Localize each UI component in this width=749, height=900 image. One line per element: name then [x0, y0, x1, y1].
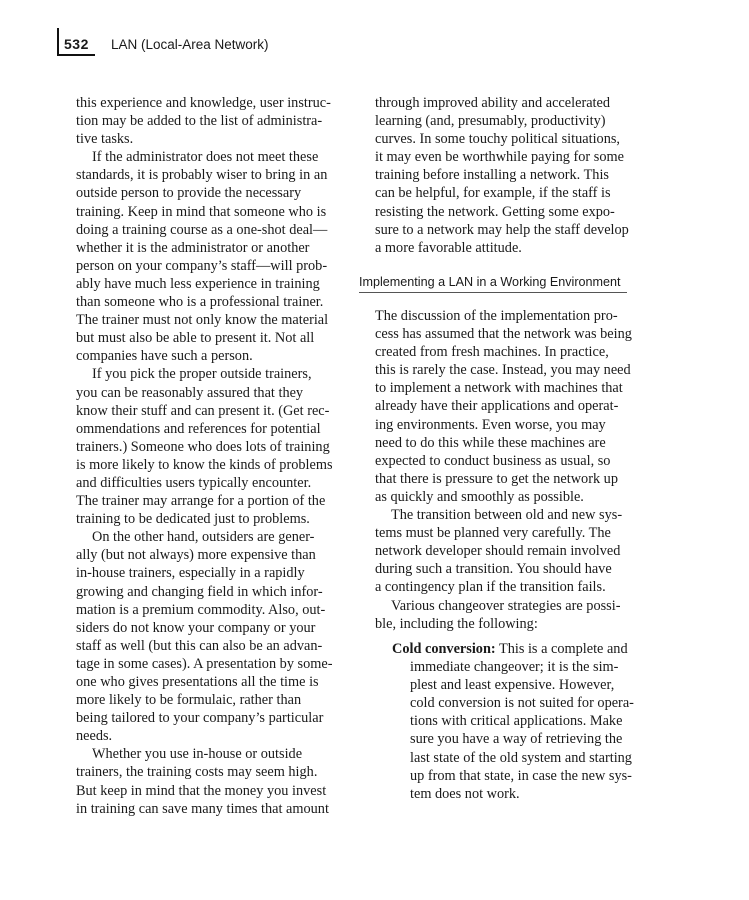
text-line: tive tasks. [76, 131, 134, 148]
text-line: in-house trainers, especially in a rapidly [76, 565, 305, 582]
text-line: it may even be worthwhile paying for some [375, 149, 624, 166]
text-line: Various changeover strategies are possi- [391, 597, 621, 614]
text-line: The discussion of the implementation pro- [375, 308, 618, 324]
text-line: already have their applications and operat- [375, 398, 619, 415]
text-line: outside person to provide the necessary [76, 185, 302, 202]
text-line: But keep in mind that the money you invest [76, 782, 327, 799]
text-line: being tailored to your company’s particular [76, 710, 324, 727]
text-line: If the administrator does not meet these [92, 149, 319, 166]
text-line: trainers.) Someone who does lots of training [76, 438, 330, 455]
text-line: doing a training course as a one-shot deal— [76, 221, 328, 238]
text-line: this experience and knowledge, user instruc- [76, 95, 331, 111]
text-line: this is rarely the case. Instead, you may need [375, 362, 631, 379]
text-line: than someone who is a professional trainer. [76, 294, 324, 311]
text-line: companies have such a person. [76, 348, 253, 365]
text-line: curves. In some touchy political situations, [375, 131, 620, 148]
text-line: training. Keep in mind that someone who is [76, 203, 327, 220]
text-line: trainers, the training costs may seem high. [76, 764, 318, 781]
text-line: a contingency plan if the transition fails. [375, 579, 606, 596]
text-line: is more likely to know the kinds of problems [76, 456, 333, 473]
text-line: The trainer must not only know the material [76, 312, 329, 329]
text-line: sure to a network may help the staff develop [375, 221, 629, 238]
section-heading-block [359, 275, 627, 293]
text-line: during such a transition. You should have [375, 561, 612, 578]
text-line: more likely to be formulaic, rather than [76, 692, 302, 709]
text-line: ing environments. Even worse, you may [375, 416, 606, 433]
text-line: that there is pressure to get the network up [375, 470, 618, 487]
text-line: but must also be able to present it. Not all [76, 330, 315, 347]
text-line: needs. [76, 728, 113, 745]
text-line: to implement a network with machines that [375, 380, 623, 397]
text-line: tems must be planned very carefully. The [375, 525, 611, 542]
definition-line: plest and least expensive. However, [410, 677, 615, 694]
text-line: ommendations and references for potential [76, 420, 321, 437]
definition-line: sure you have a way of retrieving the [410, 731, 623, 748]
definition-line: up from that state, in case the new sys- [410, 767, 632, 784]
page-number: 532 [64, 36, 89, 52]
left-column [76, 94, 348, 818]
text-line: person on your company’s staff—will prob- [76, 257, 328, 274]
header-rule-horizontal [57, 54, 95, 56]
right-column-bottom [375, 307, 645, 633]
text-line: If you pick the proper outside trainers, [92, 366, 312, 383]
definition-line: immediate changeover; it is the sim- [410, 659, 619, 676]
text-line: tage in some cases). A presentation by some- [76, 655, 333, 672]
definition-line: tem does not work. [410, 785, 520, 802]
text-line: you can be reasonably assured that they [76, 384, 304, 401]
text-line: Whether you use in-house or outside [92, 746, 303, 763]
text-line: ble, including the following: [375, 615, 538, 632]
text-line: through improved ability and accelerated [375, 95, 611, 111]
text-line: tion may be added to the list of administra- [76, 113, 323, 130]
text-line: need to do this while these machines are [375, 434, 606, 451]
text-line: On the other hand, outsiders are gener- [92, 529, 315, 546]
text-line: as quickly and smoothly as possible. [375, 488, 584, 505]
text-line: network developer should remain involved [375, 543, 621, 560]
text-line: know their stuff and can present it. (Get rec- [76, 402, 330, 419]
text-line: whether it is the administrator or another [76, 239, 310, 256]
text-line: mation is a premium commodity. Also, out- [76, 601, 326, 618]
text-line: a more favorable attitude. [375, 239, 522, 256]
right-column-top [375, 94, 645, 257]
text-line: training before installing a network. This [375, 167, 609, 184]
text-line: training to be dedicated just to problems. [76, 511, 310, 528]
definition-term: Cold conversion: [392, 641, 496, 657]
text-line: growing and changing field in which infor- [76, 583, 323, 600]
text-line: one who gives presentations all the time is [76, 674, 319, 690]
definition-line: cold conversion is not suited for opera- [410, 695, 634, 712]
definition-first-line [392, 640, 652, 658]
section-heading: Implementing a LAN in a Working Environment [359, 275, 621, 289]
text-line: and difficulties users typically encounter. [76, 474, 312, 491]
text-line: siders do not know your company or your [76, 619, 316, 636]
definition-body [392, 658, 652, 803]
text-line: standards, it is probably wiser to bring in an [76, 167, 328, 184]
definition-line: tions with critical applications. Make [410, 713, 623, 730]
header-rule-vertical [57, 28, 59, 56]
text-line: learning (and, presumably, productivity) [375, 113, 606, 130]
text-line: cess has assumed that the network was being [375, 326, 632, 343]
text-line: The transition between old and new sys- [391, 507, 623, 524]
definition-line: last state of the old system and starting [410, 749, 632, 766]
text-line: ably have much less experience in training [76, 275, 320, 292]
text-line: created from fresh machines. In practice, [375, 344, 609, 361]
text-line: ally (but not always) more expensive than [76, 547, 316, 564]
running-head: LAN (Local-Area Network) [111, 37, 269, 52]
text-line: can be helpful, for example, if the staff is [375, 185, 611, 202]
definition-first-line-text: This is a complete and [495, 641, 628, 657]
text-line: expected to conduct business as usual, so [375, 452, 611, 469]
text-line: staff as well (but this can also be an advan- [76, 637, 323, 654]
text-line: in training can save many times that amount [76, 800, 329, 817]
text-line: resisting the network. Getting some expo- [375, 203, 615, 220]
definition-list [392, 640, 652, 803]
text-line: The trainer may arrange for a portion of the [76, 493, 326, 510]
